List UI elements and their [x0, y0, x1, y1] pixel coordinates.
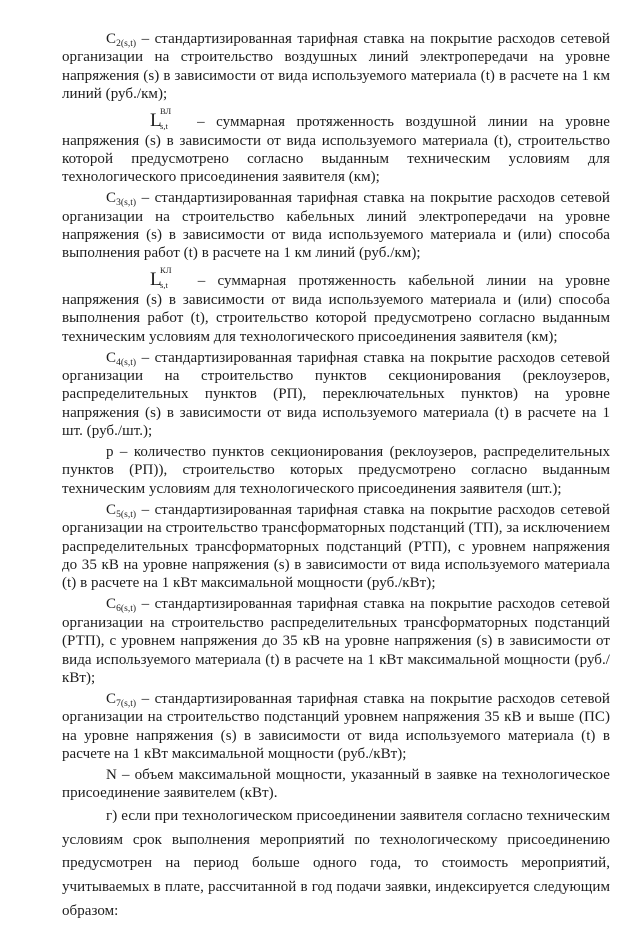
symbol-subscript: 5(s,t) [116, 509, 137, 520]
definition-text: – стандартизированная тарифная ставка на покрытие расходов сетевой организации на строительство трансформаторных подстанций (ТП), за исключением распределительных трансформаторных подстанций (РТП), с уровнем напряжения до 35 кВ на уровне напряжения (s) в зависимости от вида используемого материала (t) в расчете на 1 кВт максимальной мощности (руб./кВт); [62, 501, 610, 592]
symbol-c: C [106, 349, 117, 366]
definition-text: – суммарная протяженность кабельной линии на уровне напряжения (s) в зависимости от вида используемого материала и (или) способа выполнения работ (t), строительство которой предусмотрено согласно выданным техническим условиям для технологического присоединения заявителя (км); [62, 273, 610, 345]
definition-text: – стандартизированная тарифная ставка на покрытие расходов сетевой организации на строительство кабельных линий электропередачи на уровне напряжения (s) в зависимости от вида используемого материала и (или) способа выполнения работ (t) в расчете на 1 км линий (руб./км); [62, 190, 610, 262]
symbol-subscript: 6(s,t) [116, 604, 137, 615]
section-g-paragraph: г) если при технологическом присоединении заявителя согласно техническим условиям срок выполнения мероприятий по технологическому присоединению предусмотрен на период больше одного года, то стоимость мероприятий, учитываемых в плате, рассчитанной в год подачи заявки, индексируется следующим образом: [62, 808, 610, 919]
definition-c4 [62, 349, 610, 441]
definition-c7 [62, 690, 610, 764]
definition-text: – стандартизированная тарифная ставка на покрытие расходов сетевой организации на строительство пунктов секционирования (реклоузеров, распределительных пунктов (РП), переключательных пунктов) на уровне напряжения (s) в зависимости от вида используемого материала (t) в расчете на 1 шт. (руб./шт.); [62, 349, 610, 440]
symbol-l: L КЛ s,t [106, 271, 162, 289]
definition-l-vl [62, 106, 610, 187]
definition-text: – стандартизированная тарифная ставка на покрытие расходов сетевой организации на строительство подстанций уровнем напряжения 35 кВ и выше (ПС) на уровне напряжения (s) в зависимости от вида используемого материала (t) в расчете на 1 кВт максимальной мощности (руб./кВт); [62, 690, 610, 763]
definition-c6 [62, 595, 610, 687]
symbol-c: C [106, 596, 117, 613]
symbol-c: C [106, 31, 117, 47]
definition-l-kl [62, 265, 610, 346]
symbol-superscript: КЛ [160, 265, 172, 276]
definition-text: – стандартизированная тарифная ставка на покрытие расходов сетевой организации на строительство воздушных линий электропередачи на уровне напряжения (s) в зависимости от вида используемого материала (t) в расчете на 1 км линий (руб./км); [62, 31, 610, 103]
definition-c2 [62, 30, 610, 104]
symbol-subscript: 7(s,t) [116, 698, 137, 709]
document-page [62, 30, 610, 926]
symbol-c: C [106, 690, 117, 707]
symbol-superscript: ВЛ [160, 106, 172, 117]
definition-c3 [62, 189, 610, 263]
symbol-c: C [106, 501, 117, 518]
symbol-l: L ВЛ s,t [106, 112, 162, 130]
symbol-c: C [106, 190, 117, 207]
definition-text: – стандартизированная тарифная ставка на покрытие расходов сетевой организации на строительство распределительных трансформаторных подстанций (РТП), с уровнем напряжения до 35 кВ на уровне напряжения (s) в зависимости от вида используемого материала (t) в расчете на 1 кВт максимальной мощности (руб./кВт); [62, 596, 610, 686]
definition-p: p – количество пунктов секционирования (реклоузеров, распределительных пунктов (РП)), строительство которых предусмотрено согласно выданным техническим условиям для технологического присоединения заявителя (шт.); [62, 444, 610, 497]
symbol-subscript: s,t [160, 121, 168, 132]
symbol-subscript: s,t [160, 280, 168, 291]
symbol-subscript: 4(s,t) [116, 357, 137, 368]
symbol-subscript: 2(s,t) [116, 39, 137, 49]
symbol-subscript: 3(s,t) [116, 198, 137, 209]
definition-n: N – объем максимальной мощности, указанный в заявке на технологическое присоединение заявителем (кВт). [62, 766, 610, 802]
definition-text: – суммарная протяженность воздушной линии на уровне напряжения (s) в зависимости от вида используемого материала (t), строительство которой предусмотрено согласно выданным техническим условиям для технологического присоединения заявителя (км); [62, 114, 610, 186]
definition-c5 [62, 501, 610, 593]
